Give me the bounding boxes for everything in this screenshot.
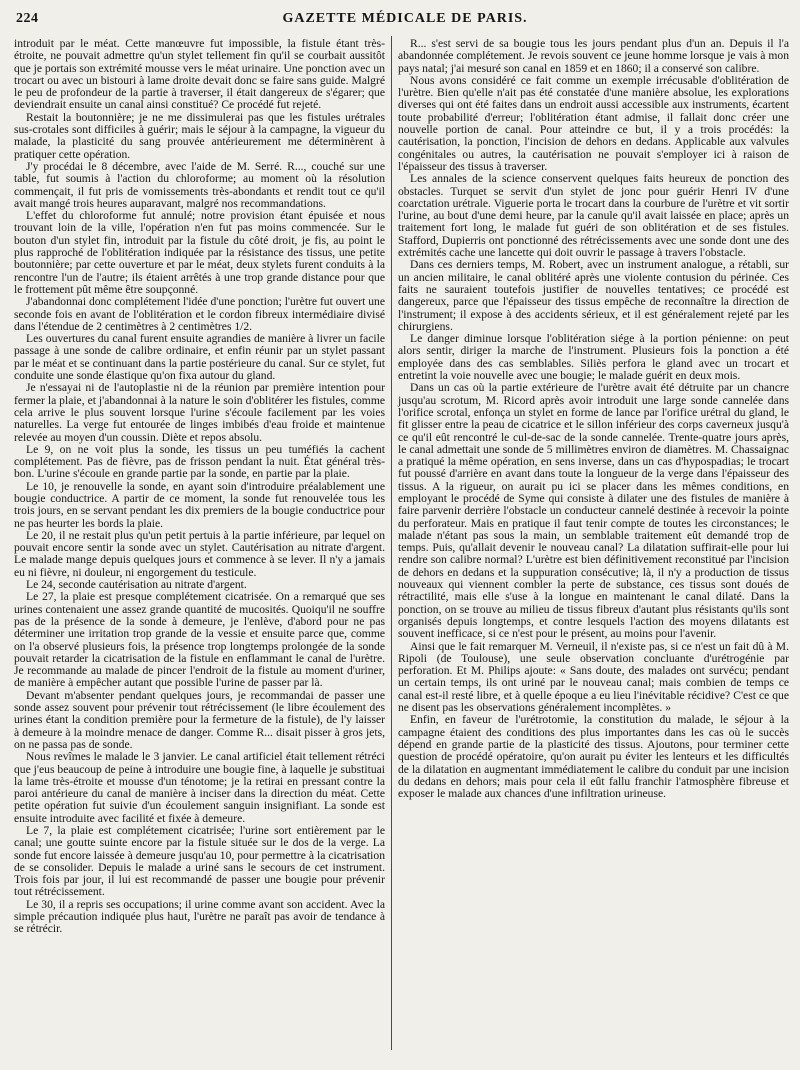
paragraph: Nous revîmes le malade le 3 janvier. Le canal artificiel était tellement rétréci que j'eus beaucoup de peine à introduire une bougie fine, à laquelle je substituai la lame très-étroite et mousse d'un ténotome; je la retirai en pressant contre la paroi antérieure du canal de manière à inciser dans la direction du méat. Cette petite opération fut suivie d'un écoulement sanguin insignifiant. La sonde est ensuite introduite avec facilité et fixée à demeure. [14, 750, 385, 825]
paragraph: L'effet du chloroforme fut annulé; notre provision étant épuisée et nous trouvant loin de la ville, l'opération n'en fut pas moins commencée. Sur le bouton d'un stylet fin, introduit par la fistule du côté droit, je fis, au point le plus rapproché de l'oblitération indiquée par la résistance des tissus, une petite boutonnière; par cette ouverture et par le méat, deux stylets furent conduits à la rencontre l'un de l'autre; ils étaient arrêtés à une trop grande distance pour que le frottement pût même être soupçonné. [14, 209, 385, 296]
paragraph: introduit par le méat. Cette manœuvre fut impossible, la fistule étant très-étroite, ne pouvait admettre qu'un stylet tellement fin qu'il se courbait aussitôt que je portais son extrémité mousse vers le méat urinaire. Une ponction avec un trocart ou avec un bistouri à lame droite devait donc se faire sans guide. Malgré le peu de profondeur de la partie à traverser, il était dangereux de s'égarer; que deviendrait ensuite un canal ainsi constitué? Ce procédé fut rejeté. [14, 37, 385, 112]
right-column [398, 38, 789, 800]
paragraph: Dans ces derniers temps, M. Robert, avec un instrument analogue, a rétabli, sur un ancien militaire, le canal oblitéré après une violente contusion du périnée. Ces faits ne sauraient toutefois justifier de nouvelles tentatives; ce procédé est dangereux, parce que l'épaisseur des tissus empêche de reconnaître la direction de l'instrument; il expose à des accidents sérieux, et il est généralement rejeté par les chirurgiens. [398, 258, 789, 333]
paragraph: Le 24, seconde cautérisation au nitrate d'argent. [26, 578, 247, 592]
paragraph: J'abandonnai donc complétement l'idée d'une ponction; l'urètre fut ouvert une seconde fois en avant de l'oblitération et le cordon fibreux intermédiaire divisé dans l'étendue de 2 centimètres à 2 centimètres 1/2. [14, 295, 385, 333]
paragraph: Je n'essayai ni de l'autoplastie ni de la réunion par première intention pour fermer la plaie, et j'abandonnai à la nature le soin d'oblitérer les fistules, comme cela arrive le plus souvent lorsque l'urine s'écoule facilement par les voies naturelles. La verge fut entourée de linges imbibés d'eau froide et maintenue relevée au moyen d'un coussin. Diète et repos absolu. [14, 381, 385, 444]
paragraph: Les annales de la science conservent quelques faits heureux de ponction des obstacles. Turquet se servit d'un stylet de jonc pour guérir Henri IV d'une coarctation urétrale. Viguerie porta le trocart dans la courbure de l'urètre et vit sortir l'urine, au bout d'une demi heure, par la canule qu'il avait laissée en place; après un traitement fort long, le malade fut guéri de son oblitération et de ses fistules. Stafford, Dupierris ont ponctionné des rétrécissements avec une sonde dont une des extrémités cache une lancette qui doit ouvrir le passage à travers l'obstacle. [398, 172, 789, 260]
paragraph: Le danger diminue lorsque l'oblitération siége à la portion pénienne: on peut alors sentir, diriger la marche de l'instrument. Plusieurs fois la ponction a été employée dans des cas semblables. Siliès perfora le gland avec un trocart et entretint la voie nouvelle avec une bougie; le malade guérit en deux mois. [398, 332, 789, 383]
paragraph: Devant m'absenter pendant quelques jours, je recommandai de passer une sonde assez souvent pour prévenir tout rétrécissement (le libre écoulement des urines étant la condition première pour la fermeture de la fistule), de l'y laisser à demeure à la moindre menace de danger. Comme R... disait pisser à gros jets, on ne passa pas de sonde. [14, 688, 385, 751]
paragraph: Ainsi que le fait remarquer M. Verneuil, il n'existe pas, si ce n'est un fait dû à M. Ripoli (de Toulouse), une seule observation concluante d'urétrogénie par perforation. Et M. Philips ajoute: « Sans doute, des malades ont survécu; pendant un certain temps, ils ont uriné par le nouveau canal; mais combien de temps ce canal est-il resté libre, et à quelle époque a eu lieu l'inévitable récidive? C'est ce que ne disent pas les observations généralement incomplètes. » [398, 639, 789, 715]
paragraph: Nous avons considéré ce fait comme un exemple irrécusable d'oblitération de l'urètre. Bien qu'elle n'ait pas été constatée d'une manière absolue, les explorations diverses qui ont été faites dans un endroit aussi accessible aux instruments, écartent toute probabilité d'erreur; l'oblitération étant admise, il fallait donc créer une nouvelle portion de canal. Pour atteindre ce but, il y a trois procédés: la cautérisation, la ponction, l'incision de dehors en dedans. Applicable aux valvules congénitales ou autres, la cautérisation ne pouvait s'employer ici à raison de l'épaisseur des tissus à traverser. [398, 73, 789, 173]
paragraph: Le 10, je renouvelle la sonde, en ayant soin d'introduire préalablement une bougie conductrice. A partir de ce moment, la sonde fut renouvelée tous les trois jours, en se servant pendant les dix premiers de la bougie conductrice pour ne pas heurter les bords la plaie. [14, 479, 385, 530]
paragraph: Les ouvertures du canal furent ensuite agrandies de manière à livrer un facile passage à une sonde de calibre ordinaire, et enfin réunir par un stylet passant par le méat et se continuant dans la partie postérieure du canal. Sur ce stylet, fut conduite une sonde élastique qu'on fixa autour du gland. [14, 332, 385, 383]
paragraph: J'y procédai le 8 décembre, avec l'aide de M. Serré. R..., couché sur une table, fut soumis à l'action du chloroforme; au moment où la résolution commençait, il fut pris de vomissements très-abondants et rendit tout ce qu'il avait mangé trois heures auparavant, malgré nos recommandations. [14, 159, 385, 210]
paragraph: Restait la boutonnière; je ne me dissimulerai pas que les fistules urétrales sus-crotales sont difficiles à guérir; mais le séjour à la campagne, la vigueur du malade, la plasticité du sang prouvée antérieurement me déterminèrent à pratiquer cette opération. [14, 110, 385, 161]
page-number: 224 [16, 11, 39, 26]
paragraph: Enfin, en faveur de l'urétrotomie, la constitution du malade, le séjour à la campagne étaient des conditions des plus importantes dans les cas où le succès dépend en grande partie de la plasticité des tissus. Ajoutons, pour terminer cette question de procédé opératoire, qu'on aurait pu éviter les lenteurs et les difficultés de la dilatation en augmentant immédiatement le calibre du conduit par une incision du dedans en dehors; mais pour cela il eût fallu franchir l'atmosphère fibreuse et exposer le malade aux chances d'une infiltration urineuse. [398, 713, 789, 801]
paragraph: Le 27, la plaie est presque complétement cicatrisée. On a remarqué que ses urines contenaient une assez grande quantité de mucosités. Quoiqu'il ne souffre pas de la présence de la sonde à demeure, je l'enlève, d'abord pour ne pas déterminer une irritation trop grande de la vessie et ensuite parce que, comme on l'a observé plusieurs fois, la présence trop longtemps prolongée de la sonde pouvait retarder la cicatrisation de la fistule en enflammant le canal de l'urètre. Je recommande au malade de pincer l'endroit de la fistule au moment d'uriner, de manière à empêcher autant que possible l'urine de passer par là. [14, 590, 385, 690]
paragraph: Dans un cas où la partie extérieure de l'urètre avait été détruite par un chancre jusqu'au scrotum, M. Ricord après avoir introduit une large sonde cannelée dans l'orifice scrotal, enfonça un stylet en forme de lance par l'orifice urétral du gland, le fit glisser entre la peau de cicatrice et le sillon inférieur des corps caverneux jusqu'à ce qu'il eût rencontré le cul-de-sac de la sonde cannelée. Trente-quatre jours après, le canal admettait une sonde de 5 millimètres environ de diamètres. M. Chassaignac a pratiqué la même opération, en sens inverse, dans un cas d'hypospadias; le trocart fut poussé d'arrière en avant dans toute la longueur de la verge dans l'épaisseur des tissus. A la rigueur, on aurait pu ici se placer dans les mêmes conditions, en employant le procédé de Syme qui consiste à dilater une des fistules de manière à faire parvenir derrière l'obstacle un conducteur cannelé destinée à recevoir la pointe du perforateur. Mais en pratique il faut tenir compte de toutes les circonstances; le malade n'étant pas sous la main, un semblable traitement eût demandé trop de temps. Puis, qu'allait devenir le nouveau canal? La dilatation suffirait-elle pour lui rendre son calibre normal? L'urètre est bien définitivement reconstitué par l'incision de dehors en dedans et la suppuration consécutive; là, il n'y a production de tissus nouveaux qui viennent combler la perte de substance, ces tissus sont doués de rétractilité, mais elle s'use à la longue en maintenant le canal dilaté. Dans la ponction, on se trouve au milieu de tissus fibreux d'autant plus résistants qu'ils sont organisés depuis longtemps, et contre lesquels l'action des moyens dilatants est souvent inefficace, si ce n'est pour le présent, au moins pour l'avenir. [398, 381, 789, 641]
paragraph: Le 20, il ne restait plus qu'un petit pertuis à la partie inférieure, par lequel on pouvait encore sentir la sonde avec un stylet. Cautérisation au nitrate d'argent. Le malade mange depuis quelques jours et commence à se lever. Il n'y a jamais eu ni fièvre, ni douleur, ni engorgement du testicule. [14, 528, 385, 579]
paragraph: R... s'est servi de sa bougie tous les jours pendant plus d'un an. Depuis il l'a abandonnée complétement. Je revois souvent ce jeune homme lorsque je vais à mon pays natal; j'ai mesuré son canal en 1859 et en 1860; il a conservé son calibre. [398, 37, 789, 75]
left-column [14, 38, 385, 936]
paragraph: Le 30, il a repris ses occupations; il urine comme avant son accident. Avec la simple précaution indiquée plus haut, l'urètre ne paraît pas avoir de tendance à se rétrécir. [14, 897, 385, 936]
paragraph: Le 9, on ne voit plus la sonde, les tissus un peu tuméfiés la cachent complétement. Pas de fièvre, pas de frisson pendant la nuit. État général très-bon. L'urine s'écoule en grande partie par la sonde, en partie par la plaie. [14, 442, 385, 481]
column-divider [391, 36, 392, 1050]
journal-title: GAZETTE MÉDICALE DE PARIS. [282, 11, 528, 26]
page-header [0, 8, 800, 30]
paragraph: Le 7, la plaie est complétement cicatrisée; l'urine sort entièrement par le canal; une goutte suinte encore par la fistule située sur le dos de la verge. La sonde fut encore laissée à demeure jusqu'au 10, pour permettre à la cicatrisation de se consolider. Depuis le malade a uriné sans le secours de cet instrument. Trois fois par jour, il lui est recommandé de passer une bougie pour prévenir tout rétrécissement. [14, 824, 385, 899]
